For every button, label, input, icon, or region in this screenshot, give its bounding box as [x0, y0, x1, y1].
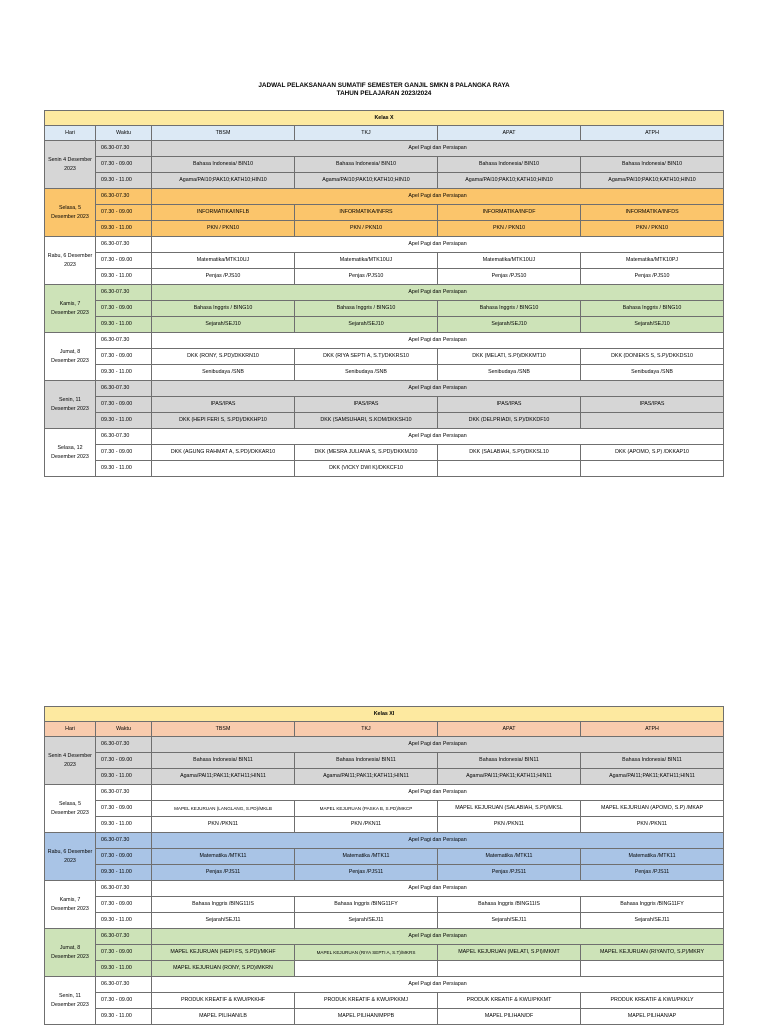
time-slot: 07.30 - 09.00 — [96, 849, 152, 865]
subject-cell: Matematika/MTK10UJ — [295, 253, 438, 269]
subject-cell: MAPEL KEJURUAN (LANGLANG, S.PD)/MKLB — [152, 801, 295, 817]
time-slot: 09.30 - 11.00 — [96, 913, 152, 929]
day-row — [45, 737, 724, 753]
subject-cell: Matematika/MTK10UJ — [152, 253, 295, 269]
header-tbsm: TBSM — [152, 722, 295, 737]
header-hari: Hari — [45, 126, 96, 141]
subject-cell: Bahasa Indonesia/ BIN10 — [295, 157, 438, 173]
subject-cell: Bahasa Inggris /BING11IS — [438, 897, 581, 913]
apel-cell: Apel Pagi dan Persiapan — [152, 237, 724, 253]
day-label: Senin 4 Desember 2023 — [45, 141, 96, 189]
subject-cell: PRODUK KREATIF & KWU/PKKLY — [581, 993, 724, 1009]
time-slot: 09.30 - 11.00 — [96, 461, 152, 477]
subject-cell: IPAS/IPAS — [152, 397, 295, 413]
subject-cell: MAPEL PILIHAN/AP — [581, 1009, 724, 1025]
subject-cell: PKN /PKN11 — [295, 817, 438, 833]
subject-cell: Matematika /MTK11 — [438, 849, 581, 865]
apel-cell: Apel Pagi dan Persiapan — [152, 785, 724, 801]
subject-cell: Agama/PAI10;PAK10;KATH10;HIN10 — [438, 173, 581, 189]
subject-cell: Penjas /PJS10 — [581, 269, 724, 285]
apel-cell: Apel Pagi dan Persiapan — [152, 189, 724, 205]
session-row — [45, 461, 724, 477]
time-slot: 06.30-07.30 — [96, 881, 152, 897]
subject-cell: INFORMATIKA/INFDS — [581, 205, 724, 221]
session-row — [45, 769, 724, 785]
apel-cell: Apel Pagi dan Persiapan — [152, 333, 724, 349]
session-row — [45, 349, 724, 365]
kelas-xi-title-row — [45, 707, 724, 722]
time-slot: 09.30 - 11.00 — [96, 413, 152, 429]
subject-cell: DKK (RIYA SEPTI A, S.T)/DKKRS10 — [295, 349, 438, 365]
subject-cell — [581, 413, 724, 429]
header-tkj: TKJ — [295, 126, 438, 141]
time-slot: 07.30 - 09.00 — [96, 205, 152, 221]
subject-cell: DKK (SAMSUHARI, S.KOM/DKKSH10 — [295, 413, 438, 429]
subject-cell: MAPEL PILIHAN/MPPB — [295, 1009, 438, 1025]
subject-cell: Bahasa Indonesia/ BIN11 — [152, 753, 295, 769]
subject-cell: Bahasa Inggris /BING11FY — [581, 897, 724, 913]
session-row — [45, 221, 724, 237]
day-label: Senin, 11 Desember 2023 — [45, 381, 96, 429]
kelas-x-title-row — [45, 111, 724, 126]
apel-cell: Apel Pagi dan Persiapan — [152, 381, 724, 397]
subject-cell: Agama/PAI11;PAK11;KATH11;HIN11 — [581, 769, 724, 785]
subject-cell: DKK (SALABIAH, S.PI)/DKKSL10 — [438, 445, 581, 461]
apel-cell: Apel Pagi dan Persiapan — [152, 977, 724, 993]
session-row — [45, 945, 724, 961]
subject-cell: Agama/PAI10;PAK10;KATH10;HIN10 — [152, 173, 295, 189]
subject-cell — [152, 461, 295, 477]
subject-cell: MAPEL KEJURUAN (HEPI FS, S.PD)/MKHF — [152, 945, 295, 961]
subject-cell — [438, 461, 581, 477]
subject-cell: Bahasa Indonesia/ BIN11 — [581, 753, 724, 769]
day-row — [45, 881, 724, 897]
subject-cell: Agama/PAI11;PAK11;KATH11;HIN11 — [152, 769, 295, 785]
apel-cell: Apel Pagi dan Persiapan — [152, 929, 724, 945]
subject-cell: Penjas /PJS10 — [295, 269, 438, 285]
subject-cell: Penjas /PJS11 — [438, 865, 581, 881]
subject-cell: Senibudaya /SNB — [152, 365, 295, 381]
subject-cell: PRODUK KREATIF & KWU/PKKMJ — [295, 993, 438, 1009]
time-slot: 07.30 - 09.00 — [96, 945, 152, 961]
time-slot: 07.30 - 09.00 — [96, 397, 152, 413]
header-apat: APAT — [438, 126, 581, 141]
header-tbsm: TBSM — [152, 126, 295, 141]
session-row — [45, 317, 724, 333]
time-slot: 07.30 - 09.00 — [96, 993, 152, 1009]
subject-cell: IPAS/IPAS — [581, 397, 724, 413]
day-label: Rabu, 6 Desember 2023 — [45, 237, 96, 285]
header-apat: APAT — [438, 722, 581, 737]
subject-cell — [581, 461, 724, 477]
time-slot: 07.30 - 09.00 — [96, 253, 152, 269]
day-row — [45, 189, 724, 205]
time-slot: 07.30 - 09.00 — [96, 445, 152, 461]
kelas-x-header-row — [45, 126, 724, 141]
subject-cell: Sejarah/SEJ11 — [295, 913, 438, 929]
document-title: JADWAL PELAKSANAAN SUMATIF SEMESTER GANJIL SMKN 8 PALANGKA RAYA — [258, 82, 510, 89]
time-slot: 07.30 - 09.00 — [96, 801, 152, 817]
subject-cell: MAPEL KEJURUAN (SALABIAH, S.PI)/MKSL — [438, 801, 581, 817]
subject-cell: Penjas /PJS11 — [581, 865, 724, 881]
subject-cell: Bahasa Indonesia/ BIN10 — [152, 157, 295, 173]
subject-cell: MAPEL KEJURUAN (APOMO, S.P) /MKAP — [581, 801, 724, 817]
session-row — [45, 801, 724, 817]
subject-cell: Agama/PAI11;PAK11;KATH11;HIN11 — [295, 769, 438, 785]
day-label: Kamis, 7 Desember 2023 — [45, 881, 96, 929]
subject-cell: DKK (RONY, S.PD)/DKKRN10 — [152, 349, 295, 365]
day-row — [45, 381, 724, 397]
subject-cell: Bahasa Inggris / BING10 — [152, 301, 295, 317]
subject-cell: DKK (MESRA JULIANA S, S.PD)/DKKMJ10 — [295, 445, 438, 461]
subject-cell: Bahasa Inggris /BING11FY — [295, 897, 438, 913]
subject-cell: INFORMATIKA/INFRS — [295, 205, 438, 221]
subject-cell — [438, 961, 581, 977]
subject-cell: Matematika /MTK11 — [152, 849, 295, 865]
day-row — [45, 833, 724, 849]
subject-cell: Matematika /MTK11 — [295, 849, 438, 865]
day-row — [45, 285, 724, 301]
time-slot: 06.30-07.30 — [96, 429, 152, 445]
header-waktu: Waktu — [96, 722, 152, 737]
subject-cell: IPAS/IPAS — [438, 397, 581, 413]
subject-cell: Sejarah/SEJ10 — [295, 317, 438, 333]
subject-cell: Senibudaya /SNB — [295, 365, 438, 381]
day-row — [45, 929, 724, 945]
time-slot: 09.30 - 11.00 — [96, 365, 152, 381]
session-row — [45, 897, 724, 913]
document-subtitle: TAHUN PELAJARAN 2023/2024 — [336, 90, 432, 97]
time-slot: 07.30 - 09.00 — [96, 157, 152, 173]
subject-cell: Sejarah/SEJ11 — [438, 913, 581, 929]
subject-cell: MAPEL KEJURUAN (RIYANTO, S.P)/MKRY — [581, 945, 724, 961]
day-label: Kamis, 7 Desember 2023 — [45, 285, 96, 333]
subject-cell: Senibudaya /SNB — [581, 365, 724, 381]
subject-cell: PKN /PKN11 — [438, 817, 581, 833]
day-label: Senin, 11 Desember 2023 — [45, 977, 96, 1025]
subject-cell: PKN / PKN10 — [438, 221, 581, 237]
apel-cell: Apel Pagi dan Persiapan — [152, 429, 724, 445]
subject-cell: DKK (APOMO, S.P) /DKKAP10 — [581, 445, 724, 461]
subject-cell: PRODUK KREATIF & KWU/PKKHF — [152, 993, 295, 1009]
kelas-xi-title: Kelas XI — [45, 707, 724, 722]
subject-cell: Bahasa Inggris / BING10 — [581, 301, 724, 317]
time-slot: 09.30 - 11.00 — [96, 317, 152, 333]
kelas-xi-header-row — [45, 722, 724, 737]
subject-cell: Penjas /PJS11 — [152, 865, 295, 881]
time-slot: 06.30-07.30 — [96, 189, 152, 205]
apel-cell: Apel Pagi dan Persiapan — [152, 881, 724, 897]
subject-cell: INFORMATIKA/INFLB — [152, 205, 295, 221]
subject-cell: MAPEL KEJURUAN (RONY, S.PD)/MKRN — [152, 961, 295, 977]
time-slot: 06.30-07.30 — [96, 381, 152, 397]
subject-cell: Bahasa Indonesia/ BIN10 — [581, 157, 724, 173]
subject-cell: Matematika/MTK10PJ — [581, 253, 724, 269]
subject-cell: MAPEL PILIHAN/LB — [152, 1009, 295, 1025]
session-row — [45, 753, 724, 769]
subject-cell: Senibudaya /SNB — [438, 365, 581, 381]
apel-cell: Apel Pagi dan Persiapan — [152, 141, 724, 157]
subject-cell: DKK (HEPI FERI S, S.PD)/DKKHP10 — [152, 413, 295, 429]
day-row — [45, 785, 724, 801]
day-row — [45, 141, 724, 157]
day-label: Jumat, 8 Desember 2023 — [45, 929, 96, 977]
subject-cell: INFORMATIKA/INFDF — [438, 205, 581, 221]
time-slot: 09.30 - 11.00 — [96, 769, 152, 785]
session-row — [45, 1009, 724, 1025]
subject-cell: Sejarah/SEJ10 — [438, 317, 581, 333]
subject-cell: MAPEL KEJURUAN (PASKA B, S.PD)/MKCP — [295, 801, 438, 817]
time-slot: 07.30 - 09.00 — [96, 349, 152, 365]
time-slot: 06.30-07.30 — [96, 929, 152, 945]
day-label: Rabu, 6 Desember 2023 — [45, 833, 96, 881]
subject-cell: DKK (DONIEKS S, S.P)/DKKDS10 — [581, 349, 724, 365]
header-atph: ATPH — [581, 722, 724, 737]
kelas-x-title: Kelas X — [45, 111, 724, 126]
day-label: Jumat, 8 Desember 2023 — [45, 333, 96, 381]
time-slot: 09.30 - 11.00 — [96, 865, 152, 881]
subject-cell: PKN / PKN10 — [152, 221, 295, 237]
subject-cell: Bahasa Indonesia/ BIN10 — [438, 157, 581, 173]
subject-cell: Matematika/MTK10UJ — [438, 253, 581, 269]
subject-cell: Sejarah/SEJ11 — [581, 913, 724, 929]
day-row — [45, 977, 724, 993]
session-row — [45, 397, 724, 413]
subject-cell: IPAS/IPAS — [295, 397, 438, 413]
subject-cell: Matematika /MTK11 — [581, 849, 724, 865]
subject-cell: DKK (MELATI, S.PI)/DKKMT10 — [438, 349, 581, 365]
subject-cell: Sejarah/SEJ11 — [152, 913, 295, 929]
subject-cell: Bahasa Indonesia/ BIN11 — [438, 753, 581, 769]
time-slot: 06.30-07.30 — [96, 977, 152, 993]
time-slot: 09.30 - 11.00 — [96, 221, 152, 237]
session-row — [45, 445, 724, 461]
session-row — [45, 913, 724, 929]
header-atph: ATPH — [581, 126, 724, 141]
session-row — [45, 301, 724, 317]
time-slot: 06.30-07.30 — [96, 285, 152, 301]
subject-cell: PKN / PKN10 — [295, 221, 438, 237]
subject-cell: Penjas /PJS10 — [438, 269, 581, 285]
header-tkj: TKJ — [295, 722, 438, 737]
subject-cell: MAPEL PILIHAN/DF — [438, 1009, 581, 1025]
time-slot: 06.30-07.30 — [96, 833, 152, 849]
subject-cell: Bahasa Indonesia/ BIN11 — [295, 753, 438, 769]
header-waktu: Waktu — [96, 126, 152, 141]
header-hari: Hari — [45, 722, 96, 737]
subject-cell — [581, 961, 724, 977]
subject-cell — [295, 961, 438, 977]
time-slot: 06.30-07.30 — [96, 141, 152, 157]
session-row — [45, 157, 724, 173]
subject-cell: PKN /PKN11 — [152, 817, 295, 833]
session-row — [45, 205, 724, 221]
day-row — [45, 429, 724, 445]
session-row — [45, 253, 724, 269]
apel-cell: Apel Pagi dan Persiapan — [152, 737, 724, 753]
time-slot: 07.30 - 09.00 — [96, 301, 152, 317]
kelas-xi-table — [44, 706, 724, 1025]
session-row — [45, 993, 724, 1009]
subject-cell: Agama/PAI10;PAK10;KATH10;HIN10 — [295, 173, 438, 189]
session-row — [45, 961, 724, 977]
subject-cell: Agama/PAI11;PAK11;KATH11;HIN11 — [438, 769, 581, 785]
session-row — [45, 865, 724, 881]
day-label: Selasa, 12 Desember 2023 — [45, 429, 96, 477]
subject-cell: DKK (AGUNG RAHMAT A, S.PD)/DKKAR10 — [152, 445, 295, 461]
day-row — [45, 333, 724, 349]
subject-cell: DKK (DELPRIADI, S.P)/DKKDF10 — [438, 413, 581, 429]
kelas-x-table — [44, 110, 724, 477]
time-slot: 09.30 - 11.00 — [96, 817, 152, 833]
subject-cell: Sejarah/SEJ10 — [152, 317, 295, 333]
subject-cell: PRODUK KREATIF & KWU/PKKMT — [438, 993, 581, 1009]
session-row — [45, 413, 724, 429]
time-slot: 09.30 - 11.00 — [96, 1009, 152, 1025]
time-slot: 09.30 - 11.00 — [96, 173, 152, 189]
subject-cell: Agama/PAI10;PAK10;KATH10;HIN10 — [581, 173, 724, 189]
subject-cell: Bahasa Inggris / BING10 — [438, 301, 581, 317]
day-row — [45, 237, 724, 253]
subject-cell: DKK (VICKY DWI K)/DKKCF10 — [295, 461, 438, 477]
session-row — [45, 173, 724, 189]
subject-cell: MAPEL KEJURUAN (RIYA SEPTI A, S.T)/MKRS — [295, 945, 438, 961]
time-slot: 07.30 - 09.00 — [96, 753, 152, 769]
subject-cell: Penjas /PJS10 — [152, 269, 295, 285]
time-slot: 09.30 - 11.00 — [96, 269, 152, 285]
session-row — [45, 269, 724, 285]
day-label: Senin 4 Desember 2023 — [45, 737, 96, 785]
subject-cell: PKN / PKN10 — [581, 221, 724, 237]
day-label: Selasa, 5 Desember 2023 — [45, 189, 96, 237]
time-slot: 06.30-07.30 — [96, 333, 152, 349]
session-row — [45, 849, 724, 865]
subject-cell: Bahasa Inggris /BING11IS — [152, 897, 295, 913]
session-row — [45, 365, 724, 381]
subject-cell: MAPEL KEJURUAN (MELATI, S.PI)/MKMT — [438, 945, 581, 961]
session-row — [45, 817, 724, 833]
apel-cell: Apel Pagi dan Persiapan — [152, 833, 724, 849]
time-slot: 06.30-07.30 — [96, 737, 152, 753]
time-slot: 06.30-07.30 — [96, 785, 152, 801]
subject-cell: PKN /PKN11 — [581, 817, 724, 833]
day-label: Selasa, 5 Desember 2023 — [45, 785, 96, 833]
subject-cell: Bahasa Inggris / BING10 — [295, 301, 438, 317]
time-slot: 09.30 - 11.00 — [96, 961, 152, 977]
time-slot: 06.30-07.30 — [96, 237, 152, 253]
subject-cell: Sejarah/SEJ10 — [581, 317, 724, 333]
time-slot: 07.30 - 09.00 — [96, 897, 152, 913]
apel-cell: Apel Pagi dan Persiapan — [152, 285, 724, 301]
subject-cell: Penjas /PJS11 — [295, 865, 438, 881]
